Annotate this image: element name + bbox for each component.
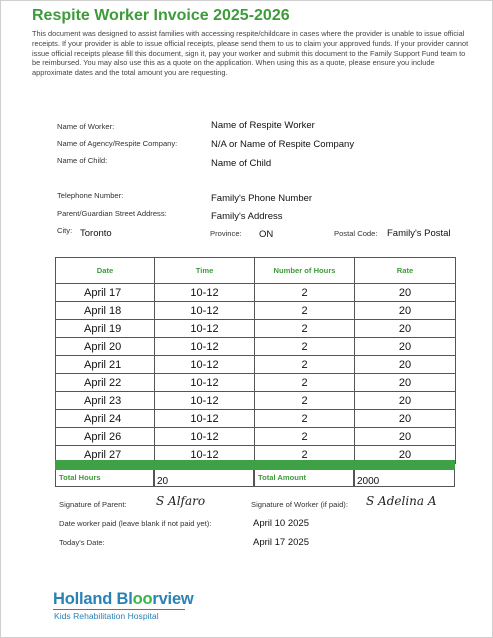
logo-word-part: Holland Bl [53, 590, 133, 608]
document-title: Respite Worker Invoice 2025-2026 [32, 7, 290, 24]
hours-cell: 2 [255, 356, 355, 374]
table-row [56, 338, 456, 356]
time-cell: 10-12 [155, 320, 255, 338]
time-cell: 10-12 [155, 338, 255, 356]
hours-cell: 2 [255, 428, 355, 446]
worker-name-label: Name of Worker: [57, 122, 115, 131]
total-hours-label: Total Hours [59, 473, 101, 482]
intro-paragraph: This document was designed to assist families with accessing respite/childcare in cases where the provider is unable to issue official receipts. If your provider is able to issue official receipts, please send them to us to claim your approved funds. If your provider cannot issue official receipts please fill this document, sign it, pay your worker and submit this document to the Family Support Fund team to be reimbursed. You may also use this as a quote on the application. When using this as a quote, please ensure you include approximate dates and the total amount you are requesting. [32, 29, 469, 78]
date-cell: April 23 [56, 392, 155, 410]
rate-cell: 20 [355, 428, 456, 446]
rate-cell: 20 [355, 410, 456, 428]
date-cell: April 18 [56, 302, 155, 320]
hours-cell: 2 [255, 392, 355, 410]
address-value: Family's Address [211, 211, 283, 222]
table-divider-bar [55, 460, 455, 470]
worker-signature-label: Signature of Worker (if paid): [251, 500, 348, 509]
date-cell: April 22 [56, 374, 155, 392]
todays-date-value: April 17 2025 [253, 537, 309, 548]
date-cell: April 26 [56, 428, 155, 446]
header-time: Time [155, 258, 255, 284]
phone-value: Family's Phone Number [211, 193, 313, 204]
total-hours-value-cell [154, 470, 254, 487]
date-cell: April 20 [56, 338, 155, 356]
rate-cell: 20 [355, 338, 456, 356]
table-row [56, 320, 456, 338]
province-label: Province: [210, 229, 242, 238]
time-cell: 10-12 [155, 302, 255, 320]
total-hours-value: 20 [157, 476, 169, 487]
table-row [56, 392, 456, 410]
hours-table [55, 257, 456, 464]
address-label: Parent/Guardian Street Address: [57, 209, 167, 218]
date-paid-value: April 10 2025 [253, 518, 309, 529]
date-cell: April 19 [56, 320, 155, 338]
logo-rule [53, 609, 185, 610]
time-cell: 10-12 [155, 374, 255, 392]
header-rate: Rate [355, 258, 456, 284]
hours-cell: 2 [255, 284, 355, 302]
header-hours: Number of Hours [255, 258, 355, 284]
todays-date-label: Today's Date: [59, 538, 105, 547]
total-amount-label: Total Amount [258, 473, 307, 482]
child-name-label: Name of Child: [57, 156, 108, 165]
parent-signature: S Alfaro [156, 494, 206, 508]
hours-cell: 2 [255, 320, 355, 338]
date-cell: April 17 [56, 284, 155, 302]
table-row [56, 374, 456, 392]
time-cell: 10-12 [155, 410, 255, 428]
parent-signature-label: Signature of Parent: [59, 500, 127, 509]
postal-code-label: Postal Code: [334, 229, 378, 238]
date-cell: April 24 [56, 410, 155, 428]
logo-subtitle: Kids Rehabilitation Hospital [54, 611, 159, 621]
table-header-row [56, 258, 456, 284]
table-row [56, 410, 456, 428]
rate-cell: 20 [355, 374, 456, 392]
header-date: Date [56, 258, 155, 284]
table-row [56, 356, 456, 374]
date-cell: April 27 [56, 446, 155, 464]
time-cell: 10-12 [155, 284, 255, 302]
hours-cell: 2 [255, 410, 355, 428]
logo-word-part-accent: oo [132, 590, 153, 608]
rate-cell: 20 [355, 302, 456, 320]
date-paid-label: Date worker paid (leave blank if not paid yet): [59, 519, 212, 528]
rate-cell: 20 [355, 356, 456, 374]
city-label: City: [57, 226, 73, 235]
time-cell: 10-12 [155, 356, 255, 374]
rate-cell: 20 [355, 446, 456, 464]
hours-cell: 2 [255, 446, 355, 464]
postal-code-value: Family's Postal [387, 228, 451, 239]
rate-cell: 20 [355, 320, 456, 338]
hours-cell: 2 [255, 302, 355, 320]
rate-cell: 20 [355, 392, 456, 410]
table-row [56, 284, 456, 302]
worker-name-value: Name of Respite Worker [211, 120, 315, 131]
child-name-value: Name of Child [211, 158, 272, 169]
phone-label: Telephone Number: [57, 191, 124, 200]
rate-cell: 20 [355, 284, 456, 302]
logo-word-part: rview [152, 590, 194, 608]
table-row [56, 302, 456, 320]
city-value: Toronto [80, 228, 112, 239]
hours-cell: 2 [255, 338, 355, 356]
time-cell: 10-12 [155, 392, 255, 410]
agency-label: Name of Agency/Respite Company: [57, 139, 178, 148]
table-row [56, 428, 456, 446]
worker-signature: S Adelina A [366, 494, 437, 508]
agency-value: N/A or Name of Respite Company [211, 139, 355, 150]
province-value: ON [259, 229, 274, 240]
date-cell: April 21 [56, 356, 155, 374]
total-amount-value: 2000 [357, 476, 380, 487]
hours-cell: 2 [255, 374, 355, 392]
time-cell: 10-12 [155, 446, 255, 464]
time-cell: 10-12 [155, 428, 255, 446]
holland-bloorview-logo [53, 590, 194, 609]
